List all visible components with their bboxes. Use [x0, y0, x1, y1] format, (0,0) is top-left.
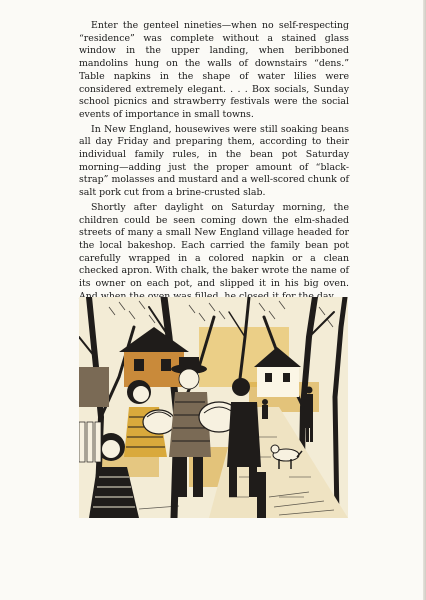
paragraph-nineties: Enter the genteel nineties—when no self-respecting “residence” was complete without a stained glass window in the upper landing, when beribboned mandolins hung on the walls of downstairs “dens.” Table napkins in the shape of water lilies were considered extremely elegant. . . . Box socials, Sunday school picnics and strawberry festivals were the social events of importance in small towns. [79, 20, 349, 120]
paragraph-new-england-beans: In New England, housewives were still soaking beans all day Friday and preparing them, according to their individual family rules, in the bean pot Saturday morning—adding just the proper amount of “black-strap” molasses and mustard and a well-scored chunk of salt pork cut from a brine-crusted slab. [79, 123, 349, 199]
paragraph-saturday-bakeshop: Shortly after daylight on Saturday morning, the children could be seen coming down the elm-shaded streets of many a small New England village headed for the local bakeshop. Each carried the family bean pot carefully wrapped in a colored napkin or a clean checked apron. With chalk, the baker wrote the name of its owner on each pot, and slipped it in his big oven. [79, 201, 349, 290]
body-text [79, 20, 349, 305]
village-illustration [79, 297, 348, 518]
illustration-art [79, 297, 348, 518]
picket-fence [79, 422, 101, 462]
